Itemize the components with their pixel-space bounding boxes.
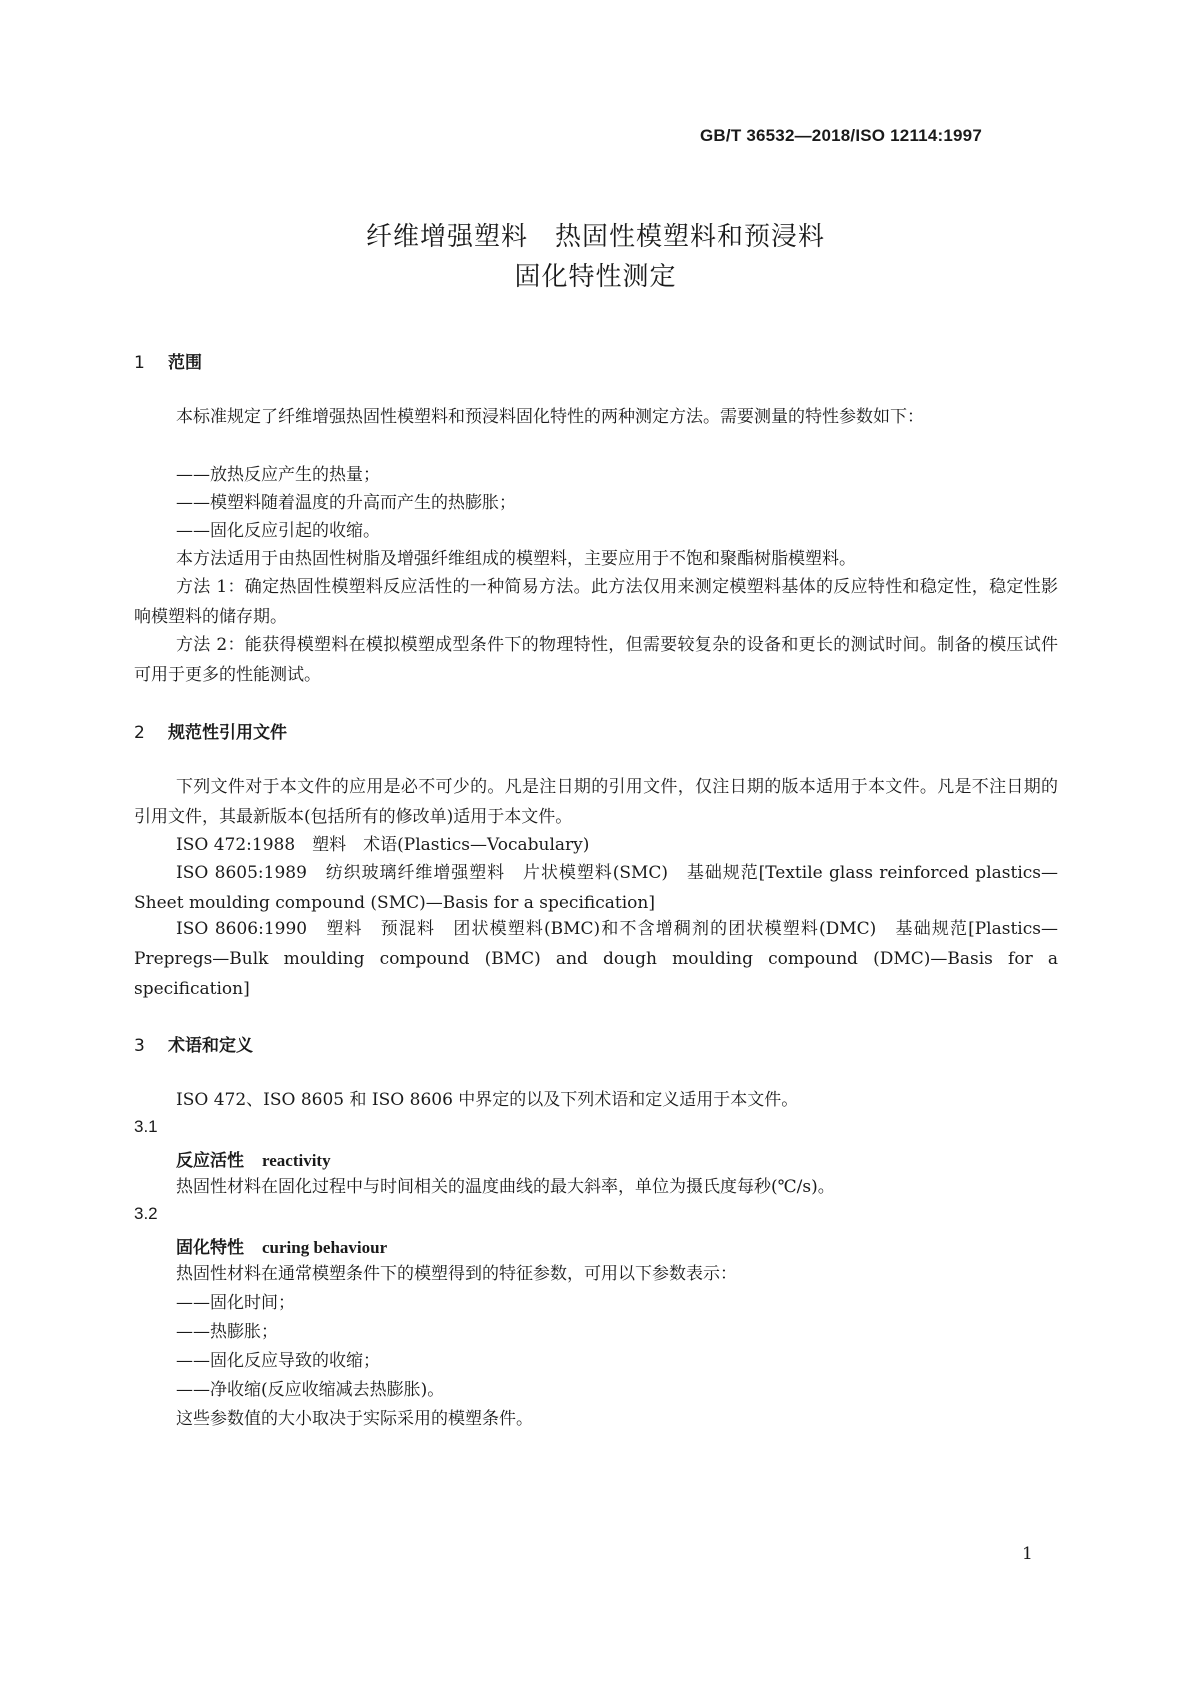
term-definition: 热固性材料在固化过程中与时间相关的温度曲线的最大斜率，单位为摄氏度每秒(℃/s)。 <box>176 1177 835 1197</box>
list-item: ——净收缩(反应收缩减去热膨胀)。 <box>176 1380 445 1400</box>
term-definition: 热固性材料在通常模塑条件下的模塑得到的特征参数，可用以下参数表示： <box>176 1264 737 1284</box>
term-en: reactivity <box>262 1151 331 1170</box>
paragraph: 方法 1：确定热固性模塑料反应活性的一种简易方法。此方法仅用来测定模塑料基体的反应特性和稳定性，稳定性影响模塑料的储存期。 <box>134 577 1058 627</box>
term-number: 3.2 <box>134 1204 158 1223</box>
list-item: ——模塑料随着温度的升高而产生的热膨胀； <box>176 493 516 513</box>
reference-item: ISO 8605:1989 纺织玻璃纤维增强塑料 片状模塑料(SMC) 基础规范[Textile glass reinforced plastics—Sheet moulding compound (SMC)—Basis for a specification] <box>134 863 1058 913</box>
section-title: 术语和定义 <box>168 1036 253 1056</box>
section-number: 1 <box>134 353 145 373</box>
term-zh: 反应活性 <box>176 1151 244 1171</box>
reference-item: ISO 8606:1990 塑料 预混料 团状模塑料(BMC)和不含增稠剂的团状模塑料(DMC) 基础规范[Plastics—Prepregs—Bulk moulding compound (BMC) and dough moulding compound (DMC)—Basis for a specification] <box>134 919 1058 999</box>
reference-item: ISO 472:1988 塑料 术语(Plastics—Vocabulary) <box>176 835 590 855</box>
term-number: 3.1 <box>134 1117 158 1136</box>
term-heading <box>176 1233 387 1258</box>
section-title: 范围 <box>168 353 202 373</box>
list-item: ——放热反应产生的热量； <box>176 465 380 485</box>
term-en: curing behaviour <box>262 1238 388 1257</box>
paragraph: 本方法适用于由热固性树脂及增强纤维组成的模塑料，主要应用于不饱和聚酯树脂模塑料。 <box>176 549 856 569</box>
list-item: ——固化反应引起的收缩。 <box>176 521 380 541</box>
section-3-heading <box>134 1031 253 1056</box>
section-number: 2 <box>134 723 145 743</box>
section-2-heading <box>134 718 287 743</box>
standard-number: GB/T 36532—2018/ISO 12114:1997 <box>700 126 982 145</box>
term-heading <box>176 1146 331 1171</box>
paragraph: 方法 2：能获得模塑料在模拟模塑成型条件下的物理特性，但需要较复杂的设备和更长的测试时间。制备的模压试件可用于更多的性能测试。 <box>134 635 1058 685</box>
list-item: ——固化时间； <box>176 1293 295 1313</box>
section-1-heading <box>134 348 202 373</box>
term-zh: 固化特性 <box>176 1238 244 1258</box>
list-item: ——热膨胀； <box>176 1322 278 1342</box>
paragraph: 下列文件对于本文件的应用是必不可少的。凡是注日期的引用文件，仅注日期的版本适用于本文件。凡是不注日期的引用文件，其最新版本(包括所有的修改单)适用于本文件。 <box>134 777 1058 827</box>
list-item: ——固化反应导致的收缩； <box>176 1351 380 1371</box>
title-line-1: 纤维增强塑料 热固性模塑料和预浸料 <box>365 222 825 252</box>
term-note: 这些参数值的大小取决于实际采用的模塑条件。 <box>176 1409 533 1429</box>
section-title: 规范性引用文件 <box>168 723 287 743</box>
paragraph: ISO 472、ISO 8605 和 ISO 8606 中界定的以及下列术语和定义适用于本文件。 <box>176 1090 799 1110</box>
section-number: 3 <box>134 1036 145 1056</box>
title-line-2: 固化特性测定 <box>514 262 677 292</box>
page-number: 1 <box>1022 1544 1033 1564</box>
paragraph: 本标准规定了纤维增强热固性模塑料和预浸料固化特性的两种测定方法。需要测量的特性参数如下： <box>176 407 924 427</box>
